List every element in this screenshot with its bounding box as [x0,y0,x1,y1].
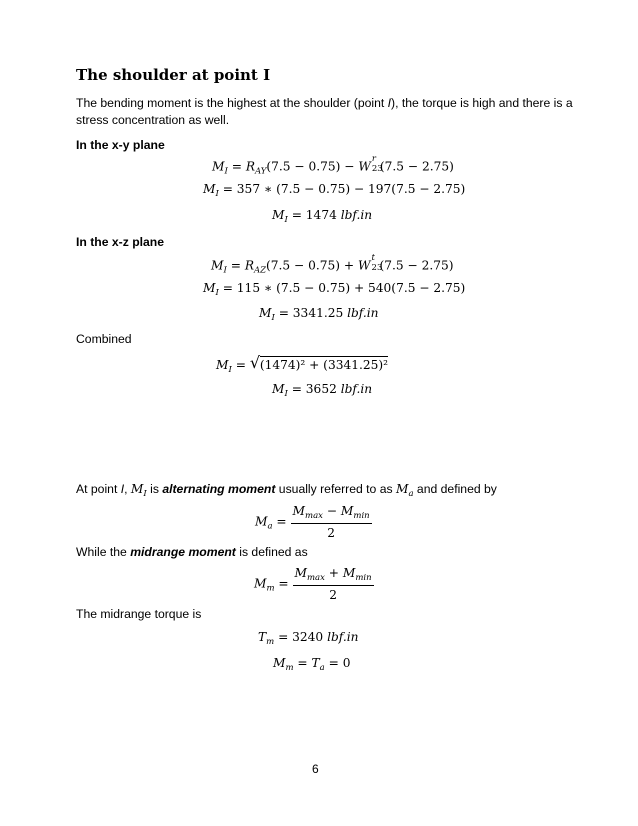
xz-equation-3: $M_I = 3341.25$ lbf.in [259,306,379,323]
alternating-moment-equation: $M_a$ = $\frac{M_{max} - M_{min}}{2}$ [255,504,370,540]
alternating-moment-sentence: At point I, $M_I$ is alternating moment usually referred to as $M_a$ and defined by [76,482,497,499]
midrange-moment-equation: $M_m$ = $\frac{M_{max} + M_{min}}{2}$ [254,566,372,602]
section-heading: The shoulder at point I [76,66,271,84]
xz-plane-label: In the x-z plane [76,235,165,249]
square-root: √ (1474)² + (3341.25)² [249,353,388,372]
combined-equation-1: $M_I$ = √ (1474)² + (3341.25)² [216,353,388,375]
combined-equation-2: $M_I = 3652$ lbf.in [272,382,373,399]
midrange-moment-sentence: While the midrange moment is defined as [76,545,308,559]
xz-equation-2: $M_I = 115$ ∗ (7.5 − 0.75) + 540(7.5 − 2.75) [203,281,466,298]
xy-equation-3: $M_I = 1474$ lbf.in [272,208,373,225]
xy-equation-2: $M_I = 357$ ∗ (7.5 − 0.75) − 197(7.5 − 2.75) [203,182,466,199]
midrange-torque-equation: $T_m = 3240$ lbf.in [258,630,359,647]
intro-paragraph-line1: The bending moment is the highest at the shoulder (point I), the torque is high and there is a [76,96,573,110]
combined-label: Combined [76,332,132,346]
page-number: 6 [312,762,319,776]
xy-plane-label: In the x-y plane [76,138,165,152]
intro-paragraph-line2: stress concentration as well. [76,113,230,127]
zero-equation: $M_m = T_a = 0$ [273,656,351,673]
xz-equation-1: $M_I = R_{AZ}(7.5 - 0.75) + W$ t 23 (7.5 − 2.75) [211,253,454,276]
midrange-torque-label: The midrange torque is [76,607,202,621]
xy-equation-1: $M_I = R_{AY}(7.5 - 0.75) - W$ r 23 (7.5 − 2.75) [212,154,454,177]
